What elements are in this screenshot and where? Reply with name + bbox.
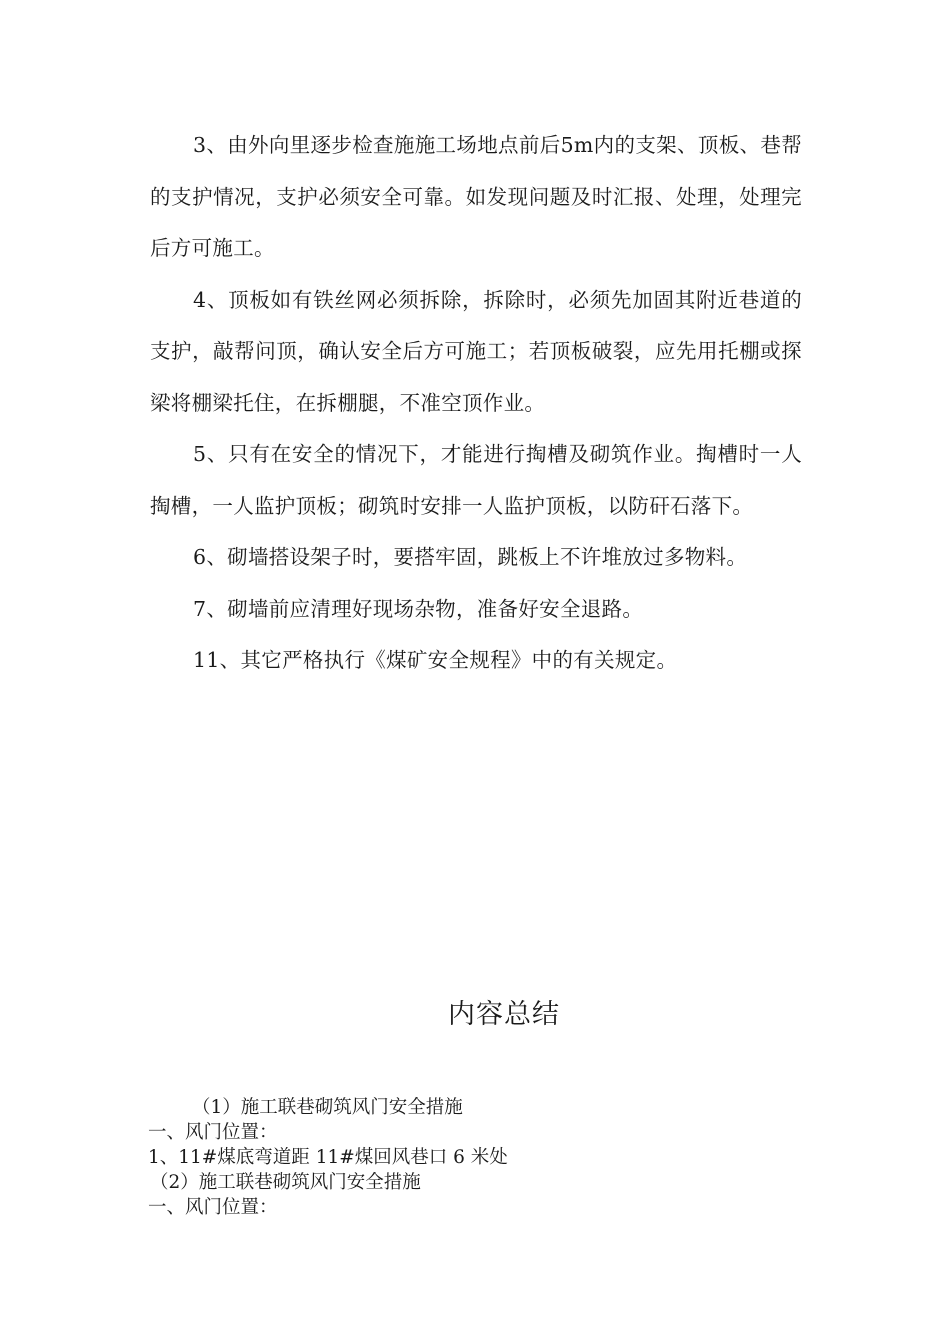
summary-line: （2）施工联巷砌筑风门安全措施 xyxy=(150,1172,421,1193)
paragraph-item-6: 6、砌墙搭设架子时，要搭牢固，跳板上不许堆放过多物料。 xyxy=(193,545,748,569)
paragraph-item-3: 3、由外向里逐步检查施施工场地点前后5m内的支架、顶板、巷帮的支护情况，支护必须安全可靠。如发现问题及时汇报、处理，处理完后方可施工。 xyxy=(150,133,802,260)
document-body xyxy=(150,120,802,687)
summary-line: （1）施工联巷砌筑风门安全措施 xyxy=(192,1097,463,1118)
summary-title: 内容总结 xyxy=(448,999,560,1030)
summary-section xyxy=(148,1095,848,1220)
summary-line: 1、11#煤底弯道距 11#煤回风巷口 6 米处 xyxy=(148,1147,508,1168)
paragraph-item-4: 4、顶板如有铁丝网必须拆除，拆除时，必须先加固其附近巷道的支护，敲帮问顶，确认安全后方可施工；若顶板破裂，应先用托棚或探梁将棚梁托住，在拆棚腿，不准空顶作业。 xyxy=(150,287,802,415)
paragraph-item-7: 7、砌墙前应清理好现场杂物，准备好安全退路。 xyxy=(193,596,644,621)
summary-line: 一、风门位置： xyxy=(148,1122,278,1143)
summary-line: 一、风门位置： xyxy=(148,1197,278,1218)
paragraph-item-11: 11、其它严格执行《煤矿安全规程》中的有关规定。 xyxy=(193,648,678,672)
paragraph-item-5: 5、只有在安全的情况下，才能进行掏槽及砌筑作业。掏槽时一人掏槽，一人监护顶板；砌筑时安排一人监护顶板，以防矸石落下。 xyxy=(150,442,802,518)
